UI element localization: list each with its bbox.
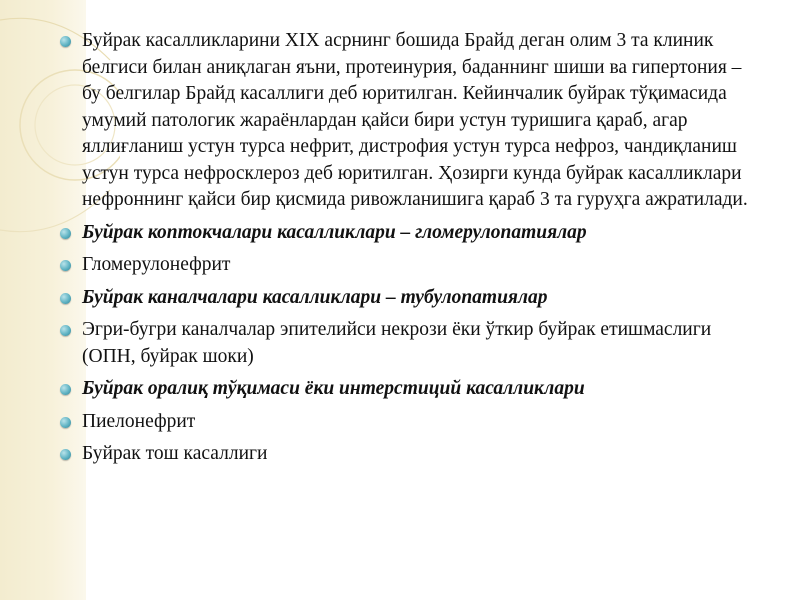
bullet-text: Буйрак тош касаллиги (82, 443, 268, 464)
bullet-text: Пиелонефрит (82, 410, 196, 432)
round-bullet-icon (60, 325, 71, 336)
bullet-item-intro (60, 28, 750, 214)
bullet-text: Буйрак каналчалари касалликлари – тубулопатиялар (82, 286, 548, 308)
round-bullet-icon (60, 260, 71, 271)
bullet-text: Гломерулонефрит (82, 254, 231, 275)
bullet-item-tubular-necrosis (60, 317, 750, 370)
round-bullet-icon (60, 449, 71, 460)
bullet-text: Буйрак коптокчалари касалликлари – гломерулопатиялар (82, 221, 587, 243)
bullet-text: Буйрак оралиқ тўқимаси ёки интерстиций касалликлари (82, 378, 585, 399)
bullet-text: Буйрак касалликларини XIX асрнинг бошида Брайд деган олим 3 та клиник белгиси билан аниқлаган яъни, протеинурия, баданнинг шиши ва гипертония – бу белгилар Брайд касаллиги деб юритилган. Кейинчалик буйрак тўқимасида умумий патологик жараёнлардан қайси бири устун туришига қараб, агар яллиғланиш устун турса нефрит, дистрофия устун турса нефроз, чандиқланиш устун турса нефросклероз деб юритилган. Ҳозирги кунда буйрак касалликлари нефроннинг қайси бир қисмида ривожланишига қараб 3 та гуруҳга ажратилади. (82, 30, 748, 210)
bullet-item-pyelonephritis (60, 409, 750, 436)
bullet-text: Эгри-бугри каналчалар эпителийси некрози ёки ўткир буйрак етишмаслиги (ОПН, буйрак шоки) (82, 319, 712, 367)
round-bullet-icon (60, 384, 71, 395)
bullet-item-tubulopathies (60, 285, 750, 312)
bullet-list (60, 28, 750, 468)
bullet-item-glomerulonephritis (60, 252, 750, 279)
round-bullet-icon (60, 293, 71, 304)
round-bullet-icon (60, 417, 71, 428)
round-bullet-icon (60, 228, 71, 239)
bullet-item-interstitial (60, 376, 750, 403)
slide-content (60, 28, 750, 474)
round-bullet-icon (60, 36, 71, 47)
bullet-item-kidney-stones (60, 441, 750, 468)
bullet-item-glomerulopathies (60, 220, 750, 247)
